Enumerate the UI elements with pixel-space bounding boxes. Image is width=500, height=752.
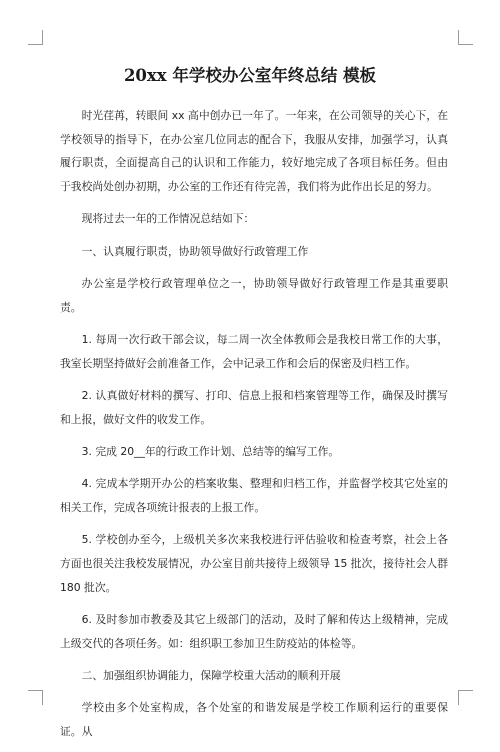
list-item-6: 6. 及时参加市教委及其它上级部门的活动，及时了解和传达上级精神，完成上级交代的各项任务。如：组织职工参加卫生防疫站的体检等。 — [60, 613, 448, 650]
list-item-5: 5. 学校创办至今，上级机关多次来我校进行评估验收和检查考察，社会上各方面也很关注我校发展情况，办公室目前共接待上级领导 15 批次，接待社会人群 180 批次。 — [60, 533, 448, 594]
section-heading-1: 一、认真履行职责，协助领导做好行政管理工作 — [81, 244, 309, 258]
paragraph: 办公室是学校行政管理单位之一，协助领导做好行政管理工作是其重要职责。 — [60, 277, 448, 314]
paragraph-intro: 时光荏苒，转眼间 xx 高中创办已一年了。一年来，在公司领导的关心下，在学校领导的指导下，在办公室几位同志的配合下，我服从安排，加强学习，认真履行职责，全面提高自己的认识和工作能力，较好地完成了各项目标任务。但由于我校尚处创办初期，办公室的工作还有待完善，我们将为此作出长足的努力。 — [60, 109, 448, 194]
crop-mark-top-right — [458, 30, 473, 45]
paragraph-summary-lead: 现将过去一年的工作情况总结如下： — [81, 212, 255, 226]
list-item-3: 3. 完成 20__年的行政工作计划、总结等的编写工作。 — [81, 445, 340, 458]
list-item-4: 4. 完成本学期开办公的档案收集、整理和归档工作，并监督学校其它处室的相关工作，完成各项统计报表的上报工作。 — [60, 477, 448, 514]
document-title: 20xx 年学校办公室年终总结 模板 — [123, 66, 377, 85]
document-body — [60, 104, 448, 752]
crop-mark-bottom-left — [28, 690, 43, 705]
list-item-1: 1. 每周一次行政干部会议，每二周一次全体教师会是我校日常工作的大事，我室长期坚持做好会前准备工作，会中记录工作和会后的保密及归档工作。 — [60, 333, 448, 370]
list-item-2: 2. 认真做好材料的撰写、打印、信息上报和档案管理等工作，确保及时撰写和上报，做好文件的收发工作。 — [60, 389, 448, 426]
crop-mark-top-left — [28, 30, 43, 45]
section-heading-2: 二、加强组织协调能力，保障学校重大活动的顺利开展 — [81, 669, 341, 682]
paragraph: 学校由多个处室构成，各个处室的和谐发展是学校工作顺利运行的重要保证。从 — [60, 701, 448, 738]
crop-mark-bottom-right — [458, 690, 473, 705]
